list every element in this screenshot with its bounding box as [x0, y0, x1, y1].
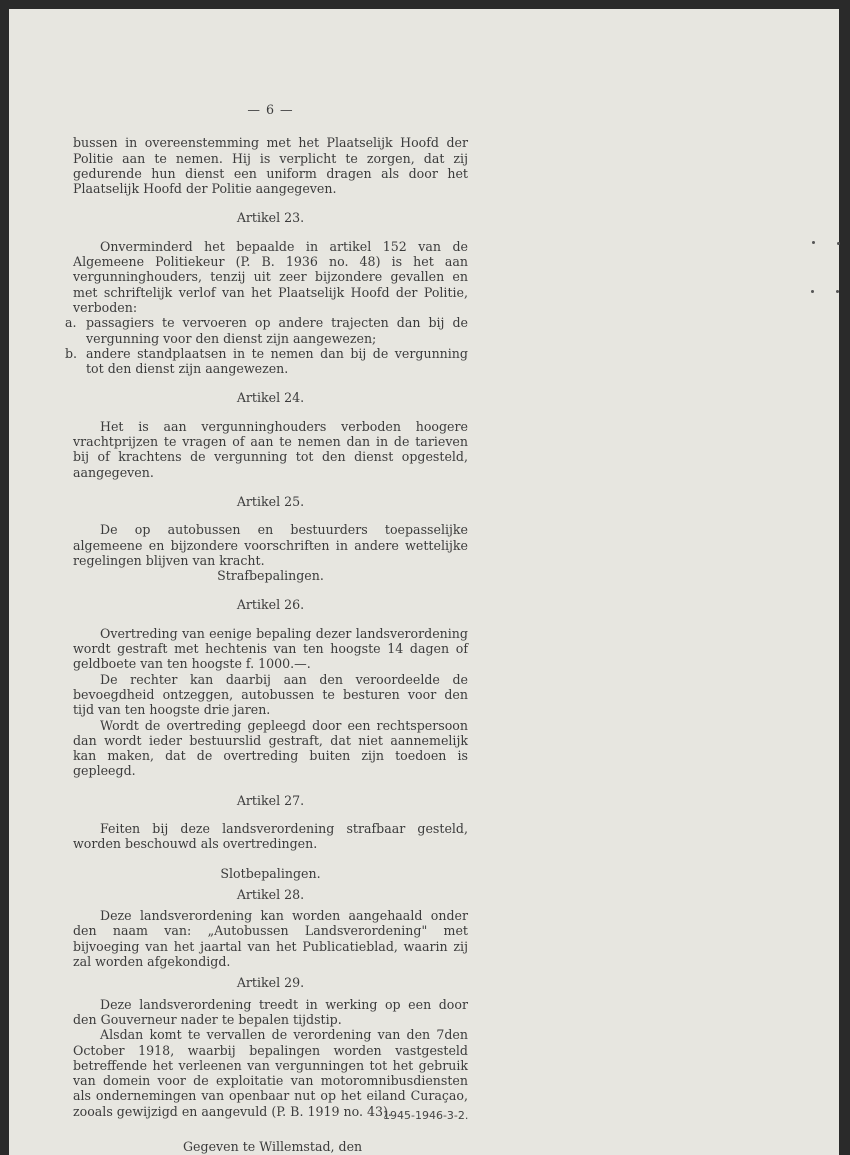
article-28-heading: Artikel 28. [236, 886, 305, 902]
article-23-heading: Artikel 23. [236, 210, 305, 226]
list-marker: a. [65, 315, 77, 331]
article-26-heading: Artikel 26. [236, 597, 305, 613]
archive-stamp: 1945-1946-3-2. [383, 1109, 469, 1122]
intro-paragraph: bussen in overeenstemming met het Plaatselijk Hoofd der Politie aan te nemen. Hij is verplicht te zorgen, dat zij gedurende hun dienst een uniform dragen als door het Plaatselijk Hoofd der Politie aangegeven. [73, 135, 468, 197]
article-27-text: Feiten bij deze landsverordening strafbaar gesteld, worden beschouwd als overtredingen. [73, 820, 468, 852]
article-24-heading: Artikel 24. [236, 390, 305, 406]
article-26-paragraph-2: De rechter kan daarbij aan den veroordeelde de bevoegdheid ontzeggen, autobussen te besturen voor den tijd van ten hoogste drie jaren. [73, 671, 468, 718]
article-24-text: Het is aan vergunninghouders verboden hoogere vrachtprijzen te vragen of aan te nemen dan in de tarieven bij of krachtens de vergunning tot den dienst opgesteld, aangegeven. [73, 418, 468, 480]
article-29-heading: Artikel 29. [236, 975, 305, 991]
article-25-text: De op autobussen en bestuurders toepasselijke algemeene en bijzondere voorschriften in andere wettelijke regelingen blijven van kracht. [73, 522, 468, 568]
list-item-text: passagiers te vervoeren op andere trajecten dan bij de vergunning voor den dienst zijn aangewezen; [86, 315, 468, 346]
article-26-paragraph-3: Wordt de overtreding gepleegd door een rechtspersoon dan wordt ieder bestuurslid gestraft, dat niet aannemelijk kan maken, dat de overtreding buiten zijn toedoen is gepleegd. [73, 717, 468, 779]
article-23-list [65, 315, 468, 377]
section-final-heading: Slotbepalingen. [220, 865, 321, 881]
scan-speck [812, 241, 815, 244]
article-26-paragraph-1: Overtreding van eenige bepaling dezer landsverordening wordt gestraft met hechtenis van ten hoogste 14 dagen of geldboete van ten hoogste f. 1000.—. [73, 625, 468, 672]
page-number: — 6 — [247, 102, 294, 117]
document-body [65, 102, 468, 1155]
article-29-paragraph-1: Deze landsverordening treedt in werking op een door den Gouverneur nader te bepalen tijdstip. [73, 996, 468, 1027]
article-28-text: Deze landsverordening kan worden aangehaald onder den naam van: „Autobussen Landsverordening" met bijvoeging van het jaartal van het Publicatieblad, waarin zij zal worden afgekondigd. [73, 908, 468, 970]
signoff-line: Gegeven te Willemstad, den [183, 1139, 363, 1155]
article-25-heading: Artikel 25. [236, 493, 305, 509]
article-27-heading: Artikel 27. [236, 792, 305, 808]
list-item [65, 315, 468, 346]
list-item-text: andere standplaatsen in te nemen dan bij de vergunning tot den dienst zijn aangewezen. [86, 345, 468, 377]
scan-speck [836, 290, 839, 293]
article-29-paragraph-2: Alsdan komt te vervallen de verordening van den 7den October 1918, waarbij bepalingen worden vastgesteld betreffende het verleenen van vergunningen tot het gebruik van domein voor de exploitatie van motoromnibusdiensten als ondernemingen van openbaar nut op het eiland Curaçao, zooals gewijzigd en aangevuld (P. B. 1919 no. 43). [73, 1027, 468, 1119]
document-page [9, 9, 839, 1155]
scan-speck [811, 290, 814, 293]
list-marker: b. [65, 345, 78, 361]
list-item [65, 346, 468, 377]
section-penalties-heading: Strafbepalingen. [217, 568, 324, 584]
article-23-text: Onverminderd het bepaalde in artikel 152 van de Algemeene Politiekeur (P. B. 1936 no. 48) is het aan vergunninghouders, tenzij uit zeer bijzondere gevallen en met schriftelijk verlof van het Plaatselijk Hoofd der Politie, verboden: [73, 238, 468, 315]
scan-speck [837, 242, 840, 245]
